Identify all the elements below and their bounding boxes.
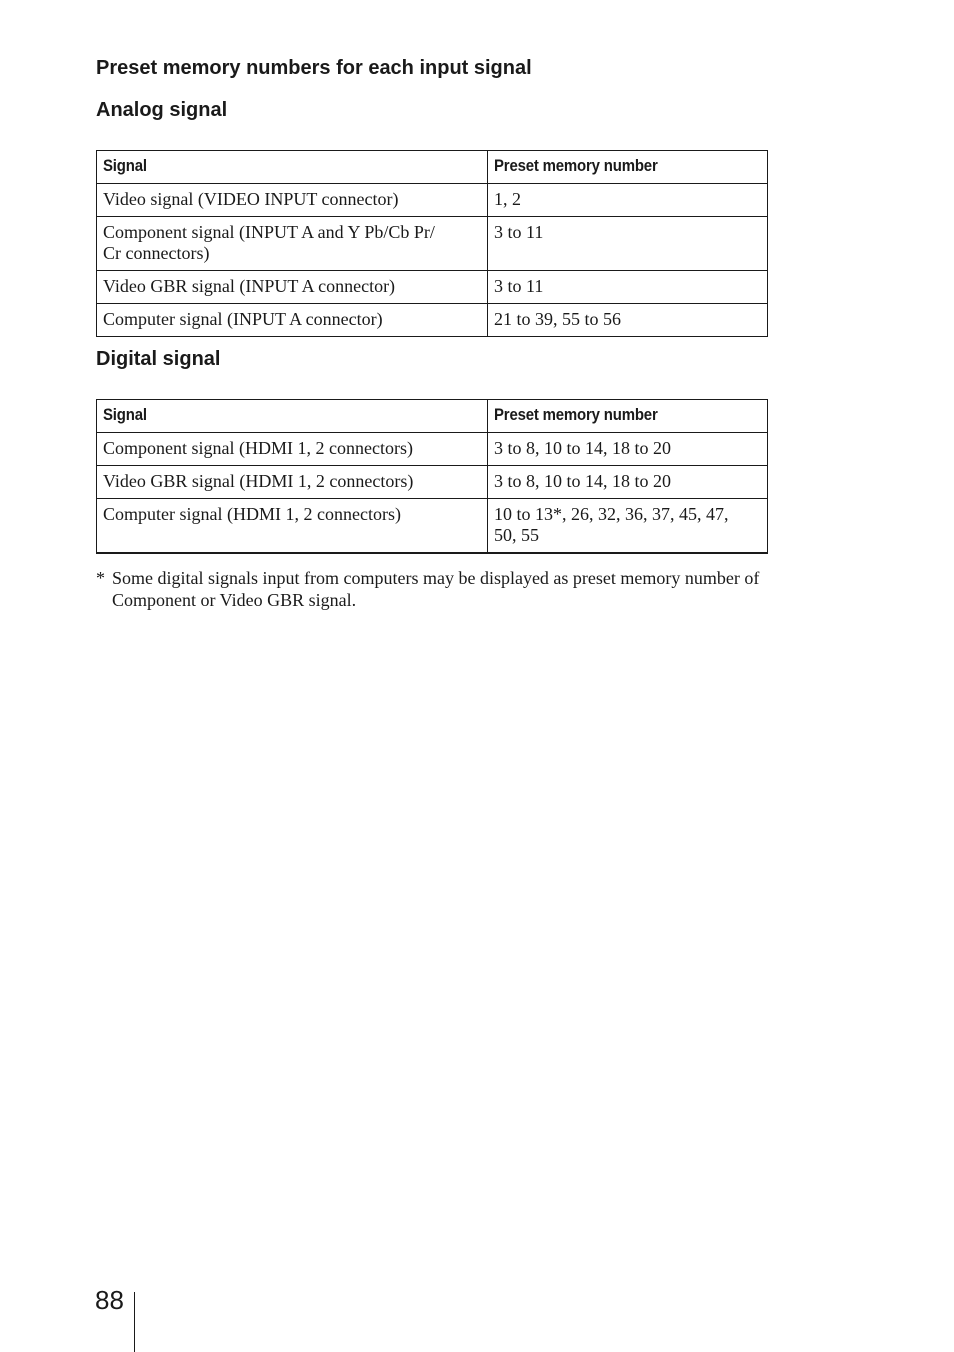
column-header-signal: Signal — [97, 151, 488, 184]
section-heading: Preset memory numbers for each input signal — [96, 57, 532, 79]
footnote-mark: * — [96, 568, 105, 588]
preset-cell — [488, 499, 768, 554]
table-row — [97, 184, 768, 217]
preset-cell: 21 to 39, 55 to 56 — [488, 304, 768, 337]
table-row — [97, 217, 768, 271]
table-row — [97, 433, 768, 466]
signal-cell: Video signal (VIDEO INPUT connector) — [97, 184, 488, 217]
table-row — [97, 304, 768, 337]
footnote-text: Some digital signals input from computers may be displayed as preset memory number of Component or Video GBR signal. — [112, 568, 760, 610]
digital-signal-heading: Digital signal — [96, 348, 221, 370]
table-row — [97, 466, 768, 499]
signal-cell: Video GBR signal (HDMI 1, 2 connectors) — [97, 466, 488, 499]
table-row — [97, 271, 768, 304]
table-row — [97, 499, 768, 554]
column-header-preset: Preset memory number — [488, 151, 768, 184]
table-header-row — [97, 400, 768, 433]
signal-cell-line: Component signal (INPUT A and Y Pb/Cb Pr/ — [103, 222, 435, 242]
preset-cell: 3 to 8, 10 to 14, 18 to 20 — [488, 433, 768, 466]
footnote — [96, 567, 816, 611]
preset-cell: 3 to 11 — [488, 271, 768, 304]
table-header-row — [97, 151, 768, 184]
signal-cell: Computer signal (INPUT A connector) — [97, 304, 488, 337]
signal-cell: Component signal (HDMI 1, 2 connectors) — [97, 433, 488, 466]
preset-cell-line: 50, 55 — [494, 525, 539, 545]
column-header-signal: Signal — [97, 400, 488, 433]
analog-signal-heading: Analog signal — [96, 99, 228, 121]
signal-cell: Computer signal (HDMI 1, 2 connectors) — [97, 499, 488, 554]
page-number-divider — [134, 1292, 135, 1352]
page-number: 88 — [95, 1285, 124, 1315]
analog-signal-table — [96, 150, 768, 337]
signal-cell — [97, 217, 488, 271]
preset-cell: 3 to 11 — [488, 217, 768, 271]
signal-cell-line: Cr connectors) — [103, 243, 210, 263]
column-header-preset: Preset memory number — [488, 400, 768, 433]
preset-cell: 1, 2 — [488, 184, 768, 217]
digital-signal-table — [96, 399, 768, 554]
preset-cell-line: 10 to 13*, 26, 32, 36, 37, 45, 47, — [494, 504, 729, 524]
preset-cell: 3 to 8, 10 to 14, 18 to 20 — [488, 466, 768, 499]
signal-cell: Video GBR signal (INPUT A connector) — [97, 271, 488, 304]
